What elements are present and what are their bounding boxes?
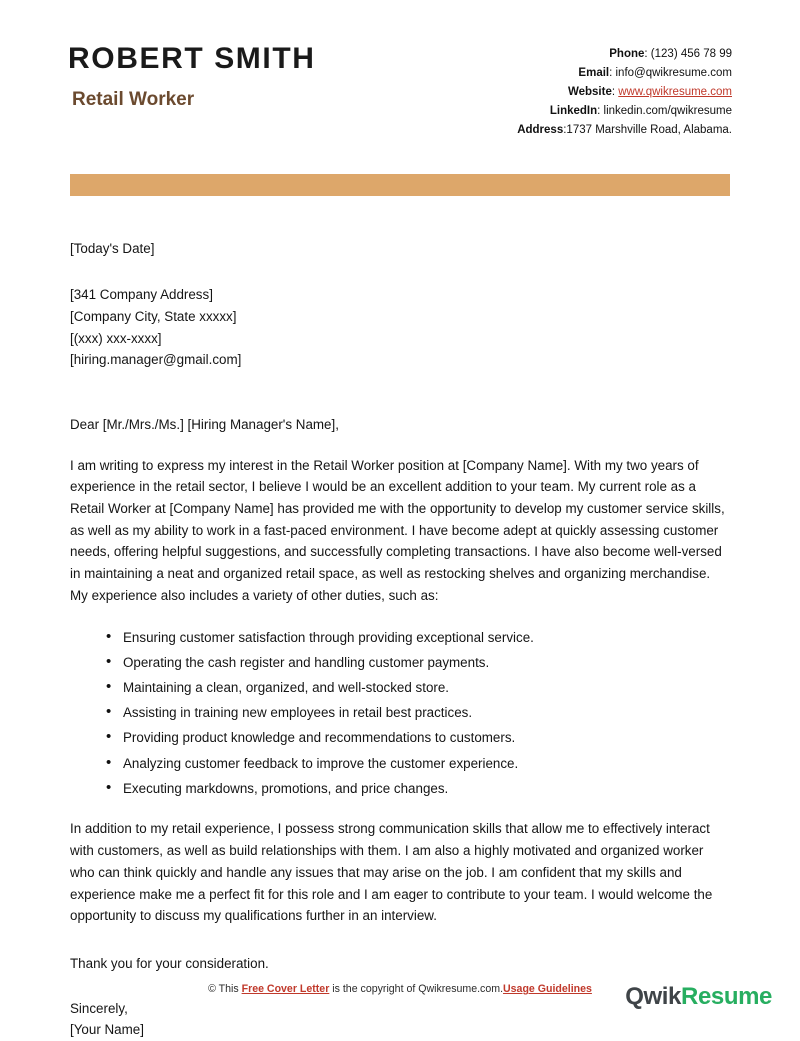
footer-copyright-middle: is the copyright of Qwikresume.com. bbox=[329, 983, 504, 995]
identity-block bbox=[68, 38, 316, 111]
letter-thanks: Thank you for your consideration. bbox=[70, 955, 269, 971]
letter-body bbox=[0, 238, 800, 1041]
recipient-address-block bbox=[70, 284, 730, 371]
contact-website-separator: : bbox=[611, 86, 619, 99]
recipient-line: [341 Company Address] bbox=[70, 287, 213, 303]
recipient-line: [Company City, State xxxxx] bbox=[70, 308, 237, 324]
contact-linkedin-value: : linkedin.com/qwikresume bbox=[597, 105, 732, 118]
contact-phone-label: Phone bbox=[609, 48, 645, 60]
contact-website bbox=[517, 83, 732, 102]
contact-email-value: : info@qwikresume.com bbox=[609, 67, 732, 80]
signoff-closing: Sincerely, bbox=[70, 1000, 128, 1016]
page-title: ROBERT SMITH bbox=[68, 42, 316, 75]
list-item: • Maintaining a clean, organized, and well-stocked store. bbox=[106, 677, 730, 699]
contact-address bbox=[517, 121, 732, 140]
contact-email-label: Email bbox=[578, 67, 610, 80]
contact-linkedin bbox=[517, 102, 732, 121]
contact-website-link[interactable]: www.qwikresume.com bbox=[618, 86, 732, 99]
list-item: • Analyzing customer feedback to improve the customer experience. bbox=[106, 753, 730, 775]
free-cover-letter-link[interactable]: Free Cover Letter bbox=[241, 983, 330, 995]
duties-list bbox=[70, 627, 730, 800]
list-item: • Ensuring customer satisfaction through providing exceptional service. bbox=[106, 627, 730, 649]
contact-phone-value: : (123) 456 78 99 bbox=[644, 48, 732, 60]
contact-email bbox=[517, 64, 732, 83]
letter-paragraph-2: In addition to my retail experience, I possess strong communication skills that allow me to effectively interact with customers, as well as build relationships with them. I am also a highly motivated and organized worker who can think quickly and handle any issues that may arise on the job. I am confident that my skills and experience make me a perfect fit for this role and I am eager to contribute to your team. I would welcome the opportunity to discuss my qualifications further in an interview. bbox=[70, 821, 713, 924]
contact-address-label: Address bbox=[517, 124, 564, 137]
recipient-line: [hiring.manager@gmail.com] bbox=[70, 352, 242, 368]
list-item: • Operating the cash register and handling customer payments. bbox=[106, 652, 730, 674]
footer-copyright-prefix: © This bbox=[208, 983, 242, 995]
list-item: • Assisting in training new employees in retail best practices. bbox=[106, 702, 730, 724]
document-footer bbox=[0, 983, 800, 1035]
brand-name-part-1: Qwik bbox=[625, 983, 682, 1010]
letter-paragraph-1: I am writing to express my interest in the Retail Worker position at [Company Name]. With my two years of experience in the retail sector, I believe I would be an excellent addition to your team. My current role as a Retail Worker at [Company Name] has provided me with the opportunity to develop my customer service skills, as well as my ability to work in a fast-paced environment. I have become adept at quickly assessing customer needs, offering helpful suggestions, and successfully completing transactions. I have also become well-versed in maintaining a neat and organized retail space, as well as restocking shelves and organizing merchandise. My experience also includes a variety of other duties, such as: bbox=[70, 457, 725, 603]
contact-details bbox=[517, 38, 732, 140]
document-header bbox=[0, 0, 800, 140]
usage-guidelines-link[interactable]: Usage Guidelines bbox=[503, 983, 592, 995]
job-title: Retail Worker bbox=[72, 89, 195, 110]
accent-divider-bar bbox=[70, 174, 730, 196]
contact-address-value: :1737 Marshville Road, Alabama. bbox=[563, 124, 732, 137]
contact-phone bbox=[517, 45, 732, 64]
signoff-name: [Your Name] bbox=[70, 1022, 144, 1038]
qwikresume-logo[interactable] bbox=[625, 985, 772, 1009]
recipient-line: [(xxx) xxx-xxxx] bbox=[70, 330, 162, 346]
brand-name-part-2: Resume bbox=[681, 983, 772, 1010]
letter-date: [Today's Date] bbox=[70, 241, 155, 257]
contact-linkedin-label: LinkedIn bbox=[549, 105, 598, 118]
letter-salutation: Dear [Mr./Mrs./Ms.] [Hiring Manager's Name], bbox=[70, 416, 339, 432]
list-item: • Providing product knowledge and recommendations to customers. bbox=[106, 727, 730, 749]
list-item: • Executing markdowns, promotions, and price changes. bbox=[106, 778, 730, 800]
contact-website-label: Website bbox=[567, 86, 612, 99]
